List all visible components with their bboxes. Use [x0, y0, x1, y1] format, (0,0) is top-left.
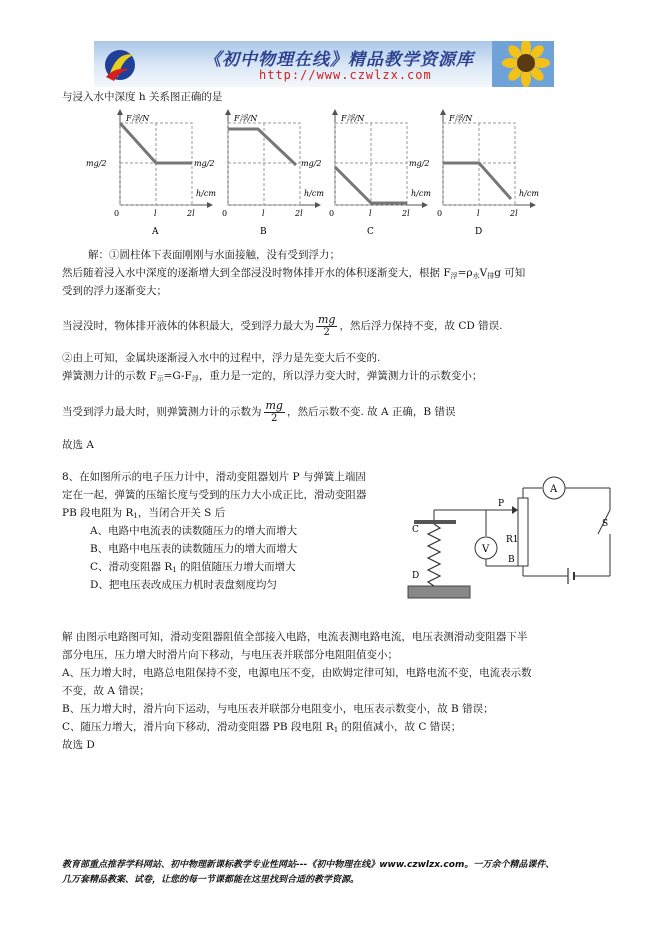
tick-x-origin: 0 — [114, 209, 120, 218]
label-s: S — [602, 519, 609, 529]
axis-y-label: F浮/N — [449, 114, 473, 123]
q7-answer: 故选 A — [62, 439, 94, 451]
axis-x-label: h/cm — [304, 189, 324, 198]
footer-line-1: 教育部重点推荐学科网站、初中物理新课标教学专业性网站---《初中物理在线》www.czwlzx.com。一万余个精品课件、 — [62, 860, 555, 870]
circuit-figure — [400, 470, 630, 610]
q7-line-7: 当受到浮力最大时，则弹簧测力计的示数为 $\frac{mg}{2}$ ，然后示数不变. 故 A 正确，B 错误 — [62, 399, 456, 424]
q7-line-3: 受到的浮力逐渐变大； — [62, 285, 167, 297]
a8-answer: 故选 D — [62, 739, 95, 751]
fraction-mg-2: $\frac{mg}{2}$ — [318, 313, 336, 338]
tick-x-2l: 2l — [295, 209, 303, 218]
graphs-figure — [0, 0, 661, 240]
q7-line-5: ②由上可知，金属块逐渐浸入水中的过程中，浮力是先变大后不变的. — [62, 352, 381, 364]
graph-label-d: D — [475, 227, 483, 237]
tick-x-l: l — [369, 209, 372, 218]
label-r1: R1 — [506, 535, 519, 545]
resistor-r1 — [518, 498, 528, 566]
graph-b — [194, 110, 324, 237]
q8-stem-1: 8、在如图所示的电子压力计中，滑动变阻器划片 P 与弹簧上端固 — [62, 471, 366, 483]
q8-option-c: C、滑动变阻器 $R_1$ 的阻值随压力增大而增大 — [90, 561, 296, 574]
fraction-mg-2: $\frac{mg}{2}$ — [265, 399, 283, 424]
graph-label-b: B — [260, 227, 267, 237]
axis-y-label: F浮/N — [234, 114, 258, 123]
graph-d — [409, 110, 539, 237]
axis-y-label: F浮/N — [126, 114, 150, 123]
label-v: V — [482, 544, 490, 555]
axis-x-label: h/cm — [196, 189, 216, 198]
axis-x-label: h/cm — [411, 189, 431, 198]
graph-a — [86, 110, 216, 237]
footer-line-2: 几万套精品教案、试卷，让您的每一节课都能在这里找到合适的教学资源。 — [62, 875, 360, 885]
q7-line-6: 弹簧测力计的示数 $F_示=G-F_浮$，重力是一定的，所以浮力变大时，弹簧测力计的示数变小； — [62, 370, 483, 383]
axis-y-label: F浮/N — [341, 114, 365, 123]
tick-y-label: mg/2 — [409, 159, 430, 168]
tick-x-2l: 2l — [187, 209, 195, 218]
slider-p — [512, 506, 518, 514]
label-b: B — [508, 555, 515, 565]
spring — [428, 524, 440, 586]
tick-x-origin: 0 — [222, 209, 228, 218]
intro-text: 与浸入水中深度 h 关系图正确的是 — [62, 91, 223, 103]
q8-option-a: A、电路中电流表的读数随压力的增大而增大 — [90, 525, 298, 537]
header-url: http://www.czwlzx.com — [259, 68, 432, 82]
q7-line-4: 当浸没时，物体排开液体的体积最大，受到浮力最大为 $\frac{mg}{2}$ ，然后浮力保持不变，故 CD 错误. — [62, 313, 503, 338]
tick-x-l: l — [477, 209, 480, 218]
a8-line-4: 不变，故 A 错误； — [62, 685, 150, 697]
q7-line-1: 解：①圆柱体下表面刚刚与水面接触，没有受到浮力； — [88, 249, 340, 261]
q8-option-b: B、电路中电压表的读数随压力的增大而增大 — [90, 543, 298, 555]
tick-x-l: l — [154, 209, 157, 218]
label-c: C — [412, 525, 419, 535]
tick-y-label: mg/2 — [301, 159, 322, 168]
q8-stem-3: PB 段电阻为 $R_1$，当闭合开关 S 后 — [62, 507, 226, 520]
label-a: A — [550, 484, 558, 495]
page-footer — [62, 858, 622, 888]
a8-line-5: B、压力增大时，滑片向下运动，与电压表并联部分电阻变小，电压表示数变小，故 B 错误； — [62, 703, 494, 715]
q7-line-2: 然后随着浸入水中深度的逐渐增大到全部浸没时物体排开水的体积逐渐变大，根据 $F_浮=\rho_水V_排g$ 可知 — [62, 267, 526, 280]
tick-x-l: l — [262, 209, 265, 218]
base-block — [408, 586, 470, 598]
a8-line-2: 部分电压，压力增大时滑片向下移动，与电压表并联部分电阻阻值变小； — [62, 649, 398, 661]
tick-x-2l: 2l — [510, 209, 518, 218]
a8-line-3: A、压力增大时，电路总电阻保持不变，电源电压不变，由欧姆定律可知，电路电流不变，电流表示数 — [62, 667, 532, 679]
platform — [414, 520, 456, 524]
tick-x-2l: 2l — [402, 209, 410, 218]
tick-y-label: mg/2 — [86, 159, 107, 168]
q8-option-d: D、把电压表改成压力机时表盘刻度均匀 — [90, 579, 277, 591]
a8-line-1: 解 由图示电路图可知，滑动变阻器阻值全部接入电路，电流表测电路电流，电压表测滑动变阻器下半 — [62, 631, 528, 643]
tick-y-label: mg/2 — [194, 159, 215, 168]
header-title: 《初中物理在线》精品教学资源库 — [204, 50, 474, 70]
q8-stem-2: 定在一起，弹簧的压缩长度与受到的压力大小成正比，滑动变阻器 — [62, 489, 367, 501]
tick-x-origin: 0 — [329, 209, 335, 218]
label-p: P — [498, 499, 505, 509]
tick-x-origin: 0 — [437, 209, 443, 218]
label-d: D — [412, 571, 420, 581]
axis-x-label: h/cm — [519, 189, 539, 198]
a8-line-6: C、随压力增大，滑片向下移动，滑动变阻器 PB 段电阻 $R_1$ 的阻值减小，故 C 错误； — [62, 721, 462, 734]
graph-c — [301, 110, 431, 237]
graph-label-c: C — [367, 227, 374, 237]
graph-label-a: A — [152, 227, 159, 237]
